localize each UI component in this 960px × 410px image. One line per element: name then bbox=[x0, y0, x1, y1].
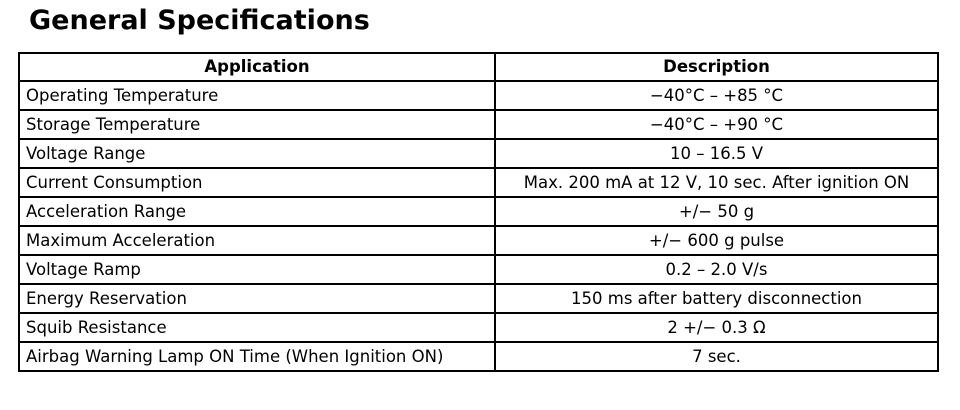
application-cell: Squib Resistance bbox=[19, 313, 495, 342]
description-cell: 10 – 16.5 V bbox=[495, 139, 938, 168]
table-row bbox=[19, 342, 938, 371]
column-header-description: Description bbox=[495, 53, 938, 81]
table-row bbox=[19, 139, 938, 168]
table-row bbox=[19, 284, 938, 313]
application-cell: Energy Reservation bbox=[19, 284, 495, 313]
application-cell: Airbag Warning Lamp ON Time (When Ignition ON) bbox=[19, 342, 495, 371]
table-row bbox=[19, 255, 938, 284]
application-cell: Maximum Acceleration bbox=[19, 226, 495, 255]
column-header-application: Application bbox=[19, 53, 495, 81]
description-cell: Max. 200 mA at 12 V, 10 sec. After ignition ON bbox=[495, 168, 938, 197]
table-row bbox=[19, 197, 938, 226]
description-cell: 7 sec. bbox=[495, 342, 938, 371]
page-title: General Specifications bbox=[29, 5, 370, 36]
description-cell: +/− 50 g bbox=[495, 197, 938, 226]
description-cell: 150 ms after battery disconnection bbox=[495, 284, 938, 313]
description-cell: 2 +/− 0.3 Ω bbox=[495, 313, 938, 342]
application-cell: Voltage Ramp bbox=[19, 255, 495, 284]
table-row bbox=[19, 110, 938, 139]
application-cell: Voltage Range bbox=[19, 139, 495, 168]
specifications-table bbox=[18, 52, 939, 372]
table-header-row bbox=[19, 53, 938, 81]
description-cell: 0.2 – 2.0 V/s bbox=[495, 255, 938, 284]
table-row bbox=[19, 168, 938, 197]
application-cell: Acceleration Range bbox=[19, 197, 495, 226]
application-cell: Current Consumption bbox=[19, 168, 495, 197]
application-cell: Operating Temperature bbox=[19, 81, 495, 110]
table-row bbox=[19, 226, 938, 255]
table-row bbox=[19, 81, 938, 110]
application-cell: Storage Temperature bbox=[19, 110, 495, 139]
description-cell: −40°C – +90 °C bbox=[495, 110, 938, 139]
table-row bbox=[19, 313, 938, 342]
description-cell: −40°C – +85 °C bbox=[495, 81, 938, 110]
description-cell: +/− 600 g pulse bbox=[495, 226, 938, 255]
